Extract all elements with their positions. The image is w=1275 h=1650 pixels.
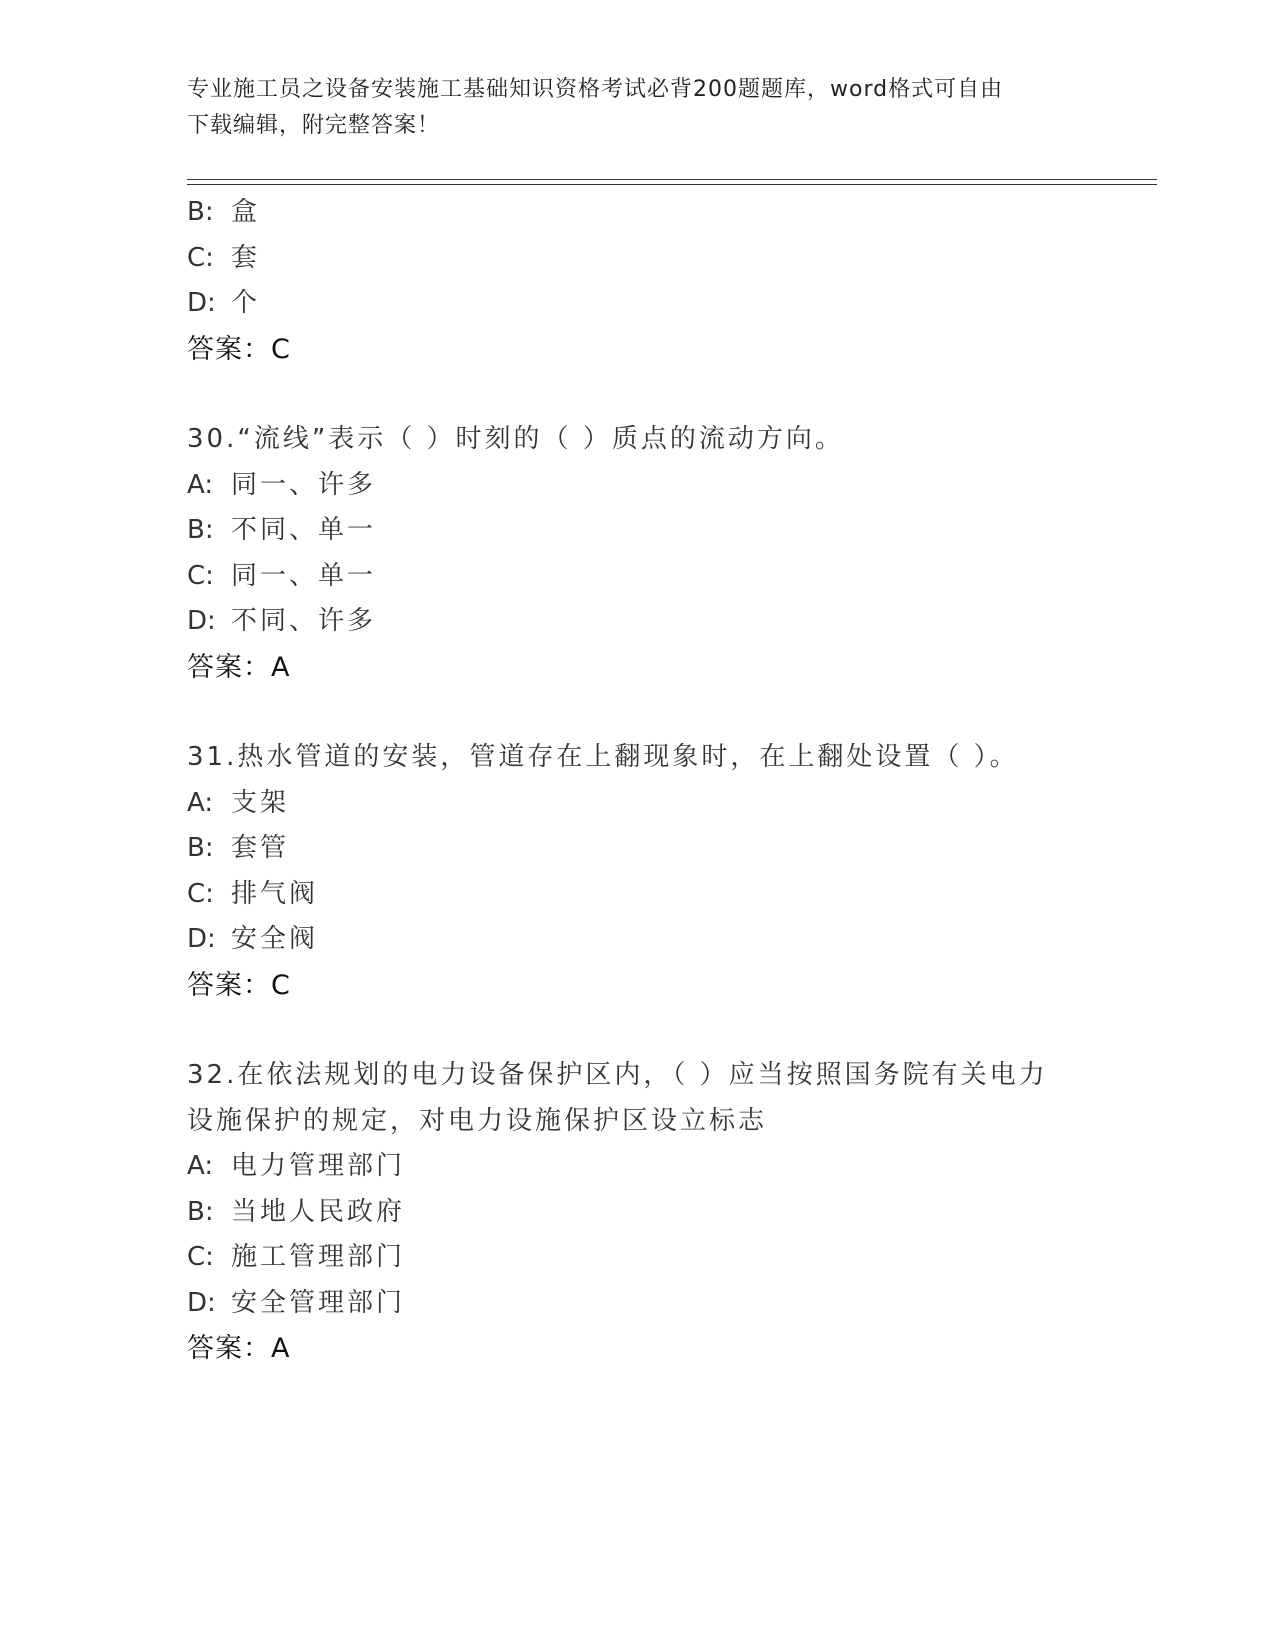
header-line-1: 专业施工员之设备安装施工基础知识资格考试必背200题题库，word格式可自由 (187, 77, 1004, 102)
question-stem-line-1: 32.在依法规划的电力设备保护区内，（ ）应当按照国务院有关电力 (187, 1060, 1048, 1090)
option-key: D: (187, 924, 216, 954)
question-stem-line-2: 设施保护的规定，对电力设施保护区设立标志 (187, 1105, 768, 1136)
option-key: D: (187, 288, 216, 318)
question-block (187, 190, 1087, 372)
option-c (187, 554, 1087, 600)
option-text: 不同、单一 (231, 515, 377, 545)
option-text: 安全管理部门 (231, 1287, 406, 1318)
option-key: A: (187, 1151, 214, 1181)
option-key: A: (187, 787, 214, 818)
option-text: 施工管理部门 (231, 1242, 406, 1272)
question-stem: 31.热水管道的安装，管道存在上翻现象时，在上翻处设置（ ）。 (187, 742, 1019, 772)
option-a (187, 1144, 1087, 1190)
option-a (187, 781, 1087, 827)
option-key: C: (187, 1242, 214, 1272)
option-key: B: (187, 515, 214, 545)
option-d (187, 281, 1087, 327)
option-text: 排气阀 (231, 878, 319, 909)
option-text: 不同、许多 (231, 606, 377, 636)
option-text: 套管 (231, 833, 290, 863)
option-c (187, 236, 1087, 282)
block-spacer (187, 1008, 1087, 1053)
option-key: C: (187, 878, 214, 909)
option-a (187, 463, 1087, 509)
option-key: D: (187, 1287, 216, 1318)
option-key: B: (187, 1196, 214, 1227)
option-text: 电力管理部门 (231, 1151, 406, 1181)
answer-line: 答案：C (187, 333, 291, 365)
option-text: 盒 (231, 197, 261, 227)
option-key: C: (187, 242, 214, 273)
question-block (187, 735, 1087, 1008)
answer-line: 答案：A (187, 651, 291, 683)
option-d (187, 1281, 1087, 1327)
option-c (187, 1235, 1087, 1281)
option-b (187, 1190, 1087, 1236)
block-spacer (187, 690, 1087, 735)
answer-line: 答案：A (187, 1333, 291, 1364)
header-divider-bottom (187, 184, 1157, 185)
option-d (187, 917, 1087, 963)
option-text: 支架 (231, 787, 290, 818)
option-text: 同一、单一 (231, 560, 377, 591)
option-key: B: (187, 197, 214, 227)
option-b (187, 190, 1087, 236)
question-stem: 30.“流线”表示（ ）时刻的（ ）质点的流动方向。 (187, 424, 844, 454)
option-b (187, 508, 1087, 554)
option-key: D: (187, 606, 216, 636)
question-block (187, 417, 1087, 690)
question-list (187, 190, 1087, 1372)
option-text: 个 (231, 288, 261, 318)
answer-line: 答案：C (187, 969, 291, 1001)
option-c (187, 872, 1087, 918)
option-text: 当地人民政府 (231, 1196, 406, 1227)
option-d (187, 599, 1087, 645)
option-key: A: (187, 469, 214, 500)
header-line-2: 下载编辑，附完整答案！ (187, 113, 441, 138)
option-text: 安全阀 (231, 924, 319, 954)
option-key: C: (187, 560, 214, 591)
block-spacer (187, 372, 1087, 417)
option-b (187, 826, 1087, 872)
option-text: 套 (231, 242, 261, 273)
option-text: 同一、许多 (231, 469, 377, 500)
document-header (187, 72, 1087, 144)
header-divider-top (187, 179, 1157, 180)
option-key: B: (187, 833, 214, 863)
question-block (187, 1053, 1087, 1372)
